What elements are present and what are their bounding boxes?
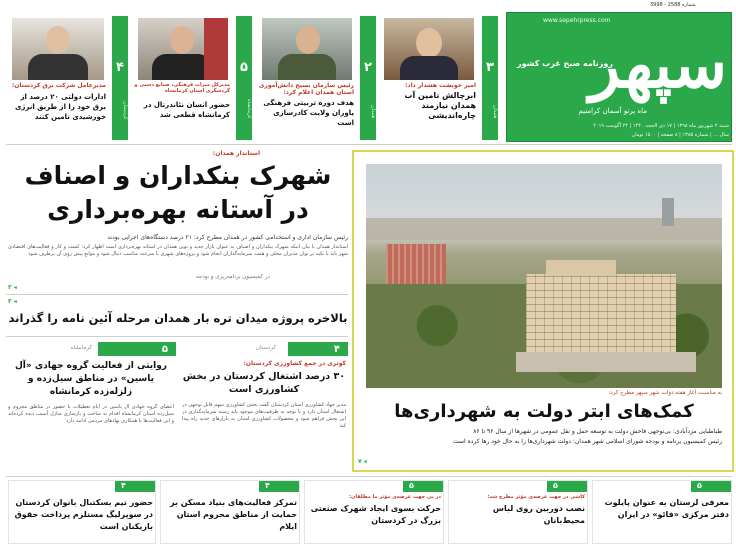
story-headline[interactable]: روایتی از فعالیت گروه جهادی «آل یاسین» در مناطق سیل‌زده و زلزله‌زده کرمانشاه xyxy=(14,361,167,397)
region-label: کرمانشاه xyxy=(70,345,92,351)
masthead-motto: ماه پرتو آسمان کرامتیم xyxy=(578,107,647,115)
top-teaser-3 xyxy=(132,16,252,140)
issue-number: شماره 2588 - 3998 xyxy=(650,2,696,8)
teaser-photo xyxy=(138,18,228,80)
bottom-teaser-5 xyxy=(8,480,156,544)
teaser-photo xyxy=(262,18,352,80)
bottom-teaser-4 xyxy=(160,480,300,544)
page-number: ۲ xyxy=(364,60,372,75)
teaser-kicker: کاشی در جهت عرضه‌ی مؤثر مطرح شد: xyxy=(487,494,585,500)
main-kicker: استاندار همدان: xyxy=(212,150,260,157)
hero-page-ref[interactable]: ۷ ◂ xyxy=(358,458,367,465)
secondary-headline[interactable]: بالاخره پروژه میدان تره بار همدان مرحله آئین نامه را گذراند xyxy=(8,311,348,325)
story-body: اعضای گروه جهادی آل یاسین در ایام تعطیلات با حضور در مناطق محروم و سیل‌زده استان کرمانشاه اقدام به ساخت و بازسازی منازل آسیب دیده کرده‌اند و این فعالیت‌ها با همکاری نهادهای مردمی ادامه دارد xyxy=(8,404,174,424)
bottom-teaser-1 xyxy=(592,480,732,544)
bottom-teaser-3 xyxy=(304,480,444,544)
teaser-title[interactable]: ابرچالش تامین آب همدان نیازمند چاره‌اندیشی xyxy=(404,91,476,120)
logo-text: سپهر xyxy=(589,28,727,103)
divider xyxy=(6,336,348,337)
teaser-kicker: در پی جهت عرضه‌ی مؤثر ما مطلقان: xyxy=(349,494,441,500)
page-badge: ۴ xyxy=(115,481,155,492)
region-label: کردستان xyxy=(255,345,276,351)
hero-headline[interactable]: کمک‌های ابتر دولت به شهرداری‌ها xyxy=(394,401,694,422)
page-tab xyxy=(112,16,128,140)
page-badge: ۵ xyxy=(547,481,587,492)
teaser-photo xyxy=(384,18,474,80)
teaser-title[interactable]: حضور تیم بسکتبال بانوان کردستان در سوپرلیگ مستلزم پرداخت حقوق بازیکنان است xyxy=(14,498,153,531)
top-teaser-1 xyxy=(380,16,498,140)
main-footer: در کمیسیون برنامه‌ریزی و بودجه xyxy=(195,274,270,280)
kurdistan-story xyxy=(182,342,348,472)
hero-caption: به مناسبت آغاز هفته دولت شهر سپهر مطرح کرد: xyxy=(608,390,722,396)
region-label: کردستان xyxy=(122,101,128,120)
page-tab xyxy=(236,16,252,140)
hero-photo xyxy=(366,164,722,388)
divider xyxy=(6,476,732,477)
teaser-title[interactable]: ادارات دولتی ۲۰ درصد از برق خود را از طریق انرژی خورشیدی تامین کنند xyxy=(14,93,106,121)
page-tab xyxy=(360,16,376,140)
hero-story xyxy=(352,150,734,472)
story-body: مدیر جهاد کشاورزی استان کردستان گفت بخش کشاورزی سهم قابل توجهی در اشتغال استان دارد و با توجه به ظرفیت‌های موجود باید زمینه سرمایه‌گذاری در این بخش فراهم شود و محصولات کشاورزی استان به بازارهای جدید راه پیدا کند xyxy=(182,402,346,429)
price-line: سال ... | شماره ۱۳۸۵ | ۸ صفحه | ۱۵۰۰ تومان xyxy=(631,132,729,138)
teaser-title[interactable]: حضور انسان نئاندرتال در کرمانشاه قطعی شد xyxy=(143,101,230,119)
story-kicker: کوثری در جمع کشاورزی کردستان: xyxy=(243,360,346,367)
hero-lead: طباطبایی مزدآبادی: بی‌توجهی فاحش دولت به توسعه حمل و نقل عمومی در شهرها از سال ۹۶ تا ۸۶ xyxy=(473,428,722,435)
story-headline[interactable]: ۳۰ درصد اشتغال کردستان در بخش کشاورزی است xyxy=(182,371,346,395)
hero-body: رئیس کمیسیون برنامه و بودجه شورای اسلامی شهر همدان: دولت شهرداری‌ها را به حال خود رها کرده است xyxy=(453,438,722,445)
top-teaser-2 xyxy=(256,16,376,140)
page-number: ۳ xyxy=(486,60,494,75)
kermanshah-story xyxy=(8,342,176,472)
masthead xyxy=(506,12,732,142)
top-teaser-4 xyxy=(8,16,128,140)
teaser-title[interactable]: تمرکز فعالیت‌های بنیاد مسکن بر حمایت از مناطق محروم استان ایلام xyxy=(169,498,297,531)
teaser-title[interactable]: هدف دوره تربیتی فرهنگی یاوران ولایت کادرسازی است xyxy=(263,99,354,127)
teaser-photo xyxy=(12,18,104,80)
divider xyxy=(6,294,348,295)
page-badge: ۴ xyxy=(259,481,299,492)
main-headline-2[interactable]: در آستانه بهره‌برداری xyxy=(47,195,309,224)
page-number: ۴ xyxy=(333,343,340,355)
page-badge: ۵ xyxy=(403,481,443,492)
region-label: همدان xyxy=(370,105,376,119)
teaser-title[interactable]: معرفی لرستان به عنوان پایلوت دفتر مرکزی «فائو» در ایران xyxy=(604,498,729,519)
teaser-title[interactable]: حرکت بسوی ایجاد شهرک صنعتی بزرگ در کردستان xyxy=(310,504,441,525)
teaser-kicker: امیر خوبشت هشدار داد: xyxy=(405,82,476,89)
page-tab xyxy=(482,16,498,140)
logo xyxy=(589,25,727,107)
region-label: کرمانشاه xyxy=(246,99,252,119)
page-number: ۵ xyxy=(161,343,168,355)
main-lead: رئیس سازمان اداری و استخدامی کشور در همدان مطرح کرد: ۲۱ درصد دستگاه‌های اجرایی بودند xyxy=(107,234,348,241)
teaser-kicker: مدیرعامل شرکت برق کردستان: xyxy=(11,82,106,89)
page-badge: ۵ xyxy=(691,481,731,492)
teaser-kicker: رئیس سازمان بسیج دانش‌آموزی استان همدان اعلام کرد: xyxy=(258,82,354,96)
divider xyxy=(6,144,732,145)
main-headline-1[interactable]: شهرک بنکداران و اصناف xyxy=(24,161,332,190)
main-body: استاندار همدان با بیان اینکه شهرک بنکداران و اصناف به عنوان بازار جدید و نوین همدان در آستانه بهره‌برداری است اظهار کرد: کسب و کار و فعالیت‌های اقتصادی شهر باید با تکیه بر توان مدیران محلی و همت سرمایه‌گذاران انجام شود و پروژه‌های شهری با سرعت مناسب دنبال شود و موانع پیش روی آن برطرف شود xyxy=(8,244,348,257)
page-number: ۵ xyxy=(240,60,248,75)
page-badge xyxy=(98,342,176,356)
bottom-teaser-2 xyxy=(448,480,588,544)
teaser-kicker: مدیرکل میراث فرهنگی، صنایع دستی و گردشگری استان کرمانشاه xyxy=(134,82,230,94)
masthead-subtitle: روزنامه صبح غرب کشور xyxy=(516,59,613,68)
region-label: همدان xyxy=(492,105,498,119)
page-badge xyxy=(288,342,348,356)
website: www.sepehrpress.com xyxy=(543,17,611,24)
page-number: ۴ xyxy=(116,60,124,75)
teaser-title[interactable]: نصب دوربین روی لباس محیط‌بانان xyxy=(492,504,585,525)
date-line: شنبه ۲ شهریور ماه ۱۳۹۸ | ۱۷ ذی الحجه ۱۴۴۰ | ۲۴ آگوست ۲۰۱۹ xyxy=(593,123,729,129)
main-page-ref[interactable]: ۳ ◂ xyxy=(8,284,17,291)
secondary-page-ref[interactable]: ۳ ◂ xyxy=(8,298,17,305)
